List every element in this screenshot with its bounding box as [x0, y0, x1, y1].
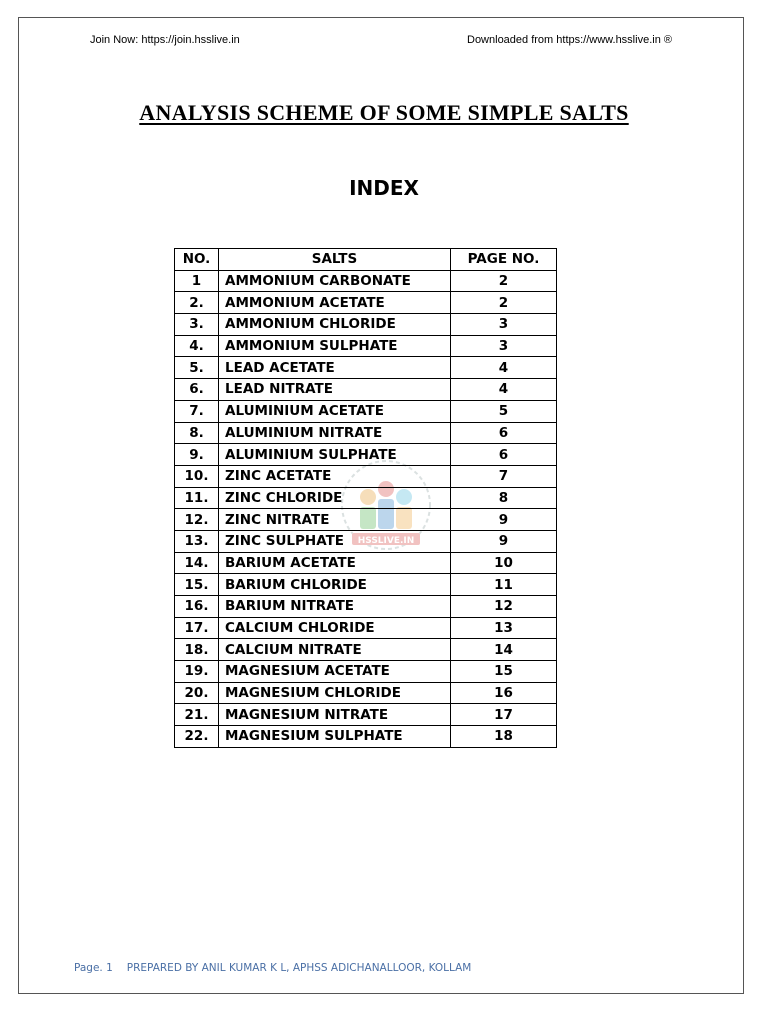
table-row — [175, 465, 557, 487]
cell-no: 18. — [175, 639, 219, 661]
cell-salt: BARIUM NITRATE — [219, 596, 451, 618]
cell-page-no: 3 — [451, 335, 557, 357]
table-row — [175, 335, 557, 357]
cell-salt: ALUMINIUM ACETATE — [219, 400, 451, 422]
index-heading: INDEX — [349, 176, 419, 200]
cell-page-no: 7 — [451, 465, 557, 487]
cell-salt: AMMONIUM ACETATE — [219, 292, 451, 314]
table-row — [175, 444, 557, 466]
cell-no: 20. — [175, 682, 219, 704]
table-row — [175, 639, 557, 661]
cell-no: 17. — [175, 617, 219, 639]
cell-salt: CALCIUM NITRATE — [219, 639, 451, 661]
cell-salt: AMMONIUM CHLORIDE — [219, 314, 451, 336]
cell-no: 15. — [175, 574, 219, 596]
cell-page-no: 6 — [451, 444, 557, 466]
cell-page-no: 13 — [451, 617, 557, 639]
column-header-page-no: PAGE NO. — [451, 249, 557, 271]
cell-page-no: 10 — [451, 552, 557, 574]
cell-salt: LEAD ACETATE — [219, 357, 451, 379]
cell-salt: ALUMINIUM SULPHATE — [219, 444, 451, 466]
cell-page-no: 12 — [451, 596, 557, 618]
cell-salt: MAGNESIUM CHLORIDE — [219, 682, 451, 704]
table-row — [175, 661, 557, 683]
cell-salt: ALUMINIUM NITRATE — [219, 422, 451, 444]
cell-no: 6. — [175, 379, 219, 401]
table-row — [175, 292, 557, 314]
table-row — [175, 704, 557, 726]
table-row — [175, 314, 557, 336]
footer — [74, 962, 471, 974]
cell-page-no: 2 — [451, 270, 557, 292]
cell-page-no: 4 — [451, 357, 557, 379]
cell-no: 2. — [175, 292, 219, 314]
table-row — [175, 509, 557, 531]
cell-salt: ZINC CHLORIDE — [219, 487, 451, 509]
cell-page-no: 6 — [451, 422, 557, 444]
header-download-source: Downloaded from https://www.hsslive.in ® — [467, 34, 672, 46]
cell-no: 21. — [175, 704, 219, 726]
cell-salt: MAGNESIUM NITRATE — [219, 704, 451, 726]
table-row — [175, 379, 557, 401]
index-table — [174, 248, 557, 748]
cell-no: 7. — [175, 400, 219, 422]
cell-no: 1 — [175, 270, 219, 292]
cell-page-no: 16 — [451, 682, 557, 704]
cell-no: 22. — [175, 726, 219, 748]
table-row — [175, 357, 557, 379]
cell-page-no: 18 — [451, 726, 557, 748]
index-table-body — [175, 270, 557, 747]
cell-page-no: 17 — [451, 704, 557, 726]
cell-no: 8. — [175, 422, 219, 444]
cell-salt: MAGNESIUM ACETATE — [219, 661, 451, 683]
cell-no: 14. — [175, 552, 219, 574]
cell-no: 19. — [175, 661, 219, 683]
cell-salt: LEAD NITRATE — [219, 379, 451, 401]
cell-salt: ZINC SULPHATE — [219, 530, 451, 552]
document-title: ANALYSIS SCHEME OF SOME SIMPLE SALTS — [139, 100, 629, 125]
cell-page-no: 5 — [451, 400, 557, 422]
cell-no: 4. — [175, 335, 219, 357]
cell-no: 16. — [175, 596, 219, 618]
cell-no: 13. — [175, 530, 219, 552]
watermark-text: HSSLIVE.IN — [357, 536, 415, 546]
cell-salt: ZINC NITRATE — [219, 509, 451, 531]
footer-page-number: Page. 1 — [74, 962, 113, 974]
table-row — [175, 617, 557, 639]
cell-page-no: 3 — [451, 314, 557, 336]
table-header-row — [175, 249, 557, 271]
header-join-link[interactable]: Join Now: https://join.hsslive.in — [90, 34, 240, 46]
table-row — [175, 726, 557, 748]
cell-salt: AMMONIUM SULPHATE — [219, 335, 451, 357]
cell-salt: AMMONIUM CARBONATE — [219, 270, 451, 292]
cell-page-no: 9 — [451, 530, 557, 552]
cell-no: 5. — [175, 357, 219, 379]
column-header-salts: SALTS — [219, 249, 451, 271]
table-row — [175, 530, 557, 552]
table-row — [175, 682, 557, 704]
table-row — [175, 270, 557, 292]
table-row — [175, 400, 557, 422]
cell-salt: MAGNESIUM SULPHATE — [219, 726, 451, 748]
cell-no: 9. — [175, 444, 219, 466]
cell-salt: BARIUM CHLORIDE — [219, 574, 451, 596]
cell-no: 12. — [175, 509, 219, 531]
table-row — [175, 422, 557, 444]
cell-page-no: 8 — [451, 487, 557, 509]
cell-page-no: 2 — [451, 292, 557, 314]
cell-page-no: 9 — [451, 509, 557, 531]
table-row — [175, 596, 557, 618]
cell-page-no: 15 — [451, 661, 557, 683]
cell-no: 11. — [175, 487, 219, 509]
cell-salt: CALCIUM CHLORIDE — [219, 617, 451, 639]
cell-no: 3. — [175, 314, 219, 336]
table-row — [175, 574, 557, 596]
cell-salt: ZINC ACETATE — [219, 465, 451, 487]
cell-no: 10. — [175, 465, 219, 487]
cell-page-no: 4 — [451, 379, 557, 401]
cell-page-no: 14 — [451, 639, 557, 661]
cell-page-no: 11 — [451, 574, 557, 596]
footer-prepared-by: PREPARED BY ANIL KUMAR K L, APHSS ADICHANALLOOR, KOLLAM — [126, 962, 472, 974]
table-row — [175, 552, 557, 574]
cell-salt: BARIUM ACETATE — [219, 552, 451, 574]
column-header-no: NO. — [175, 249, 219, 271]
table-row — [175, 487, 557, 509]
